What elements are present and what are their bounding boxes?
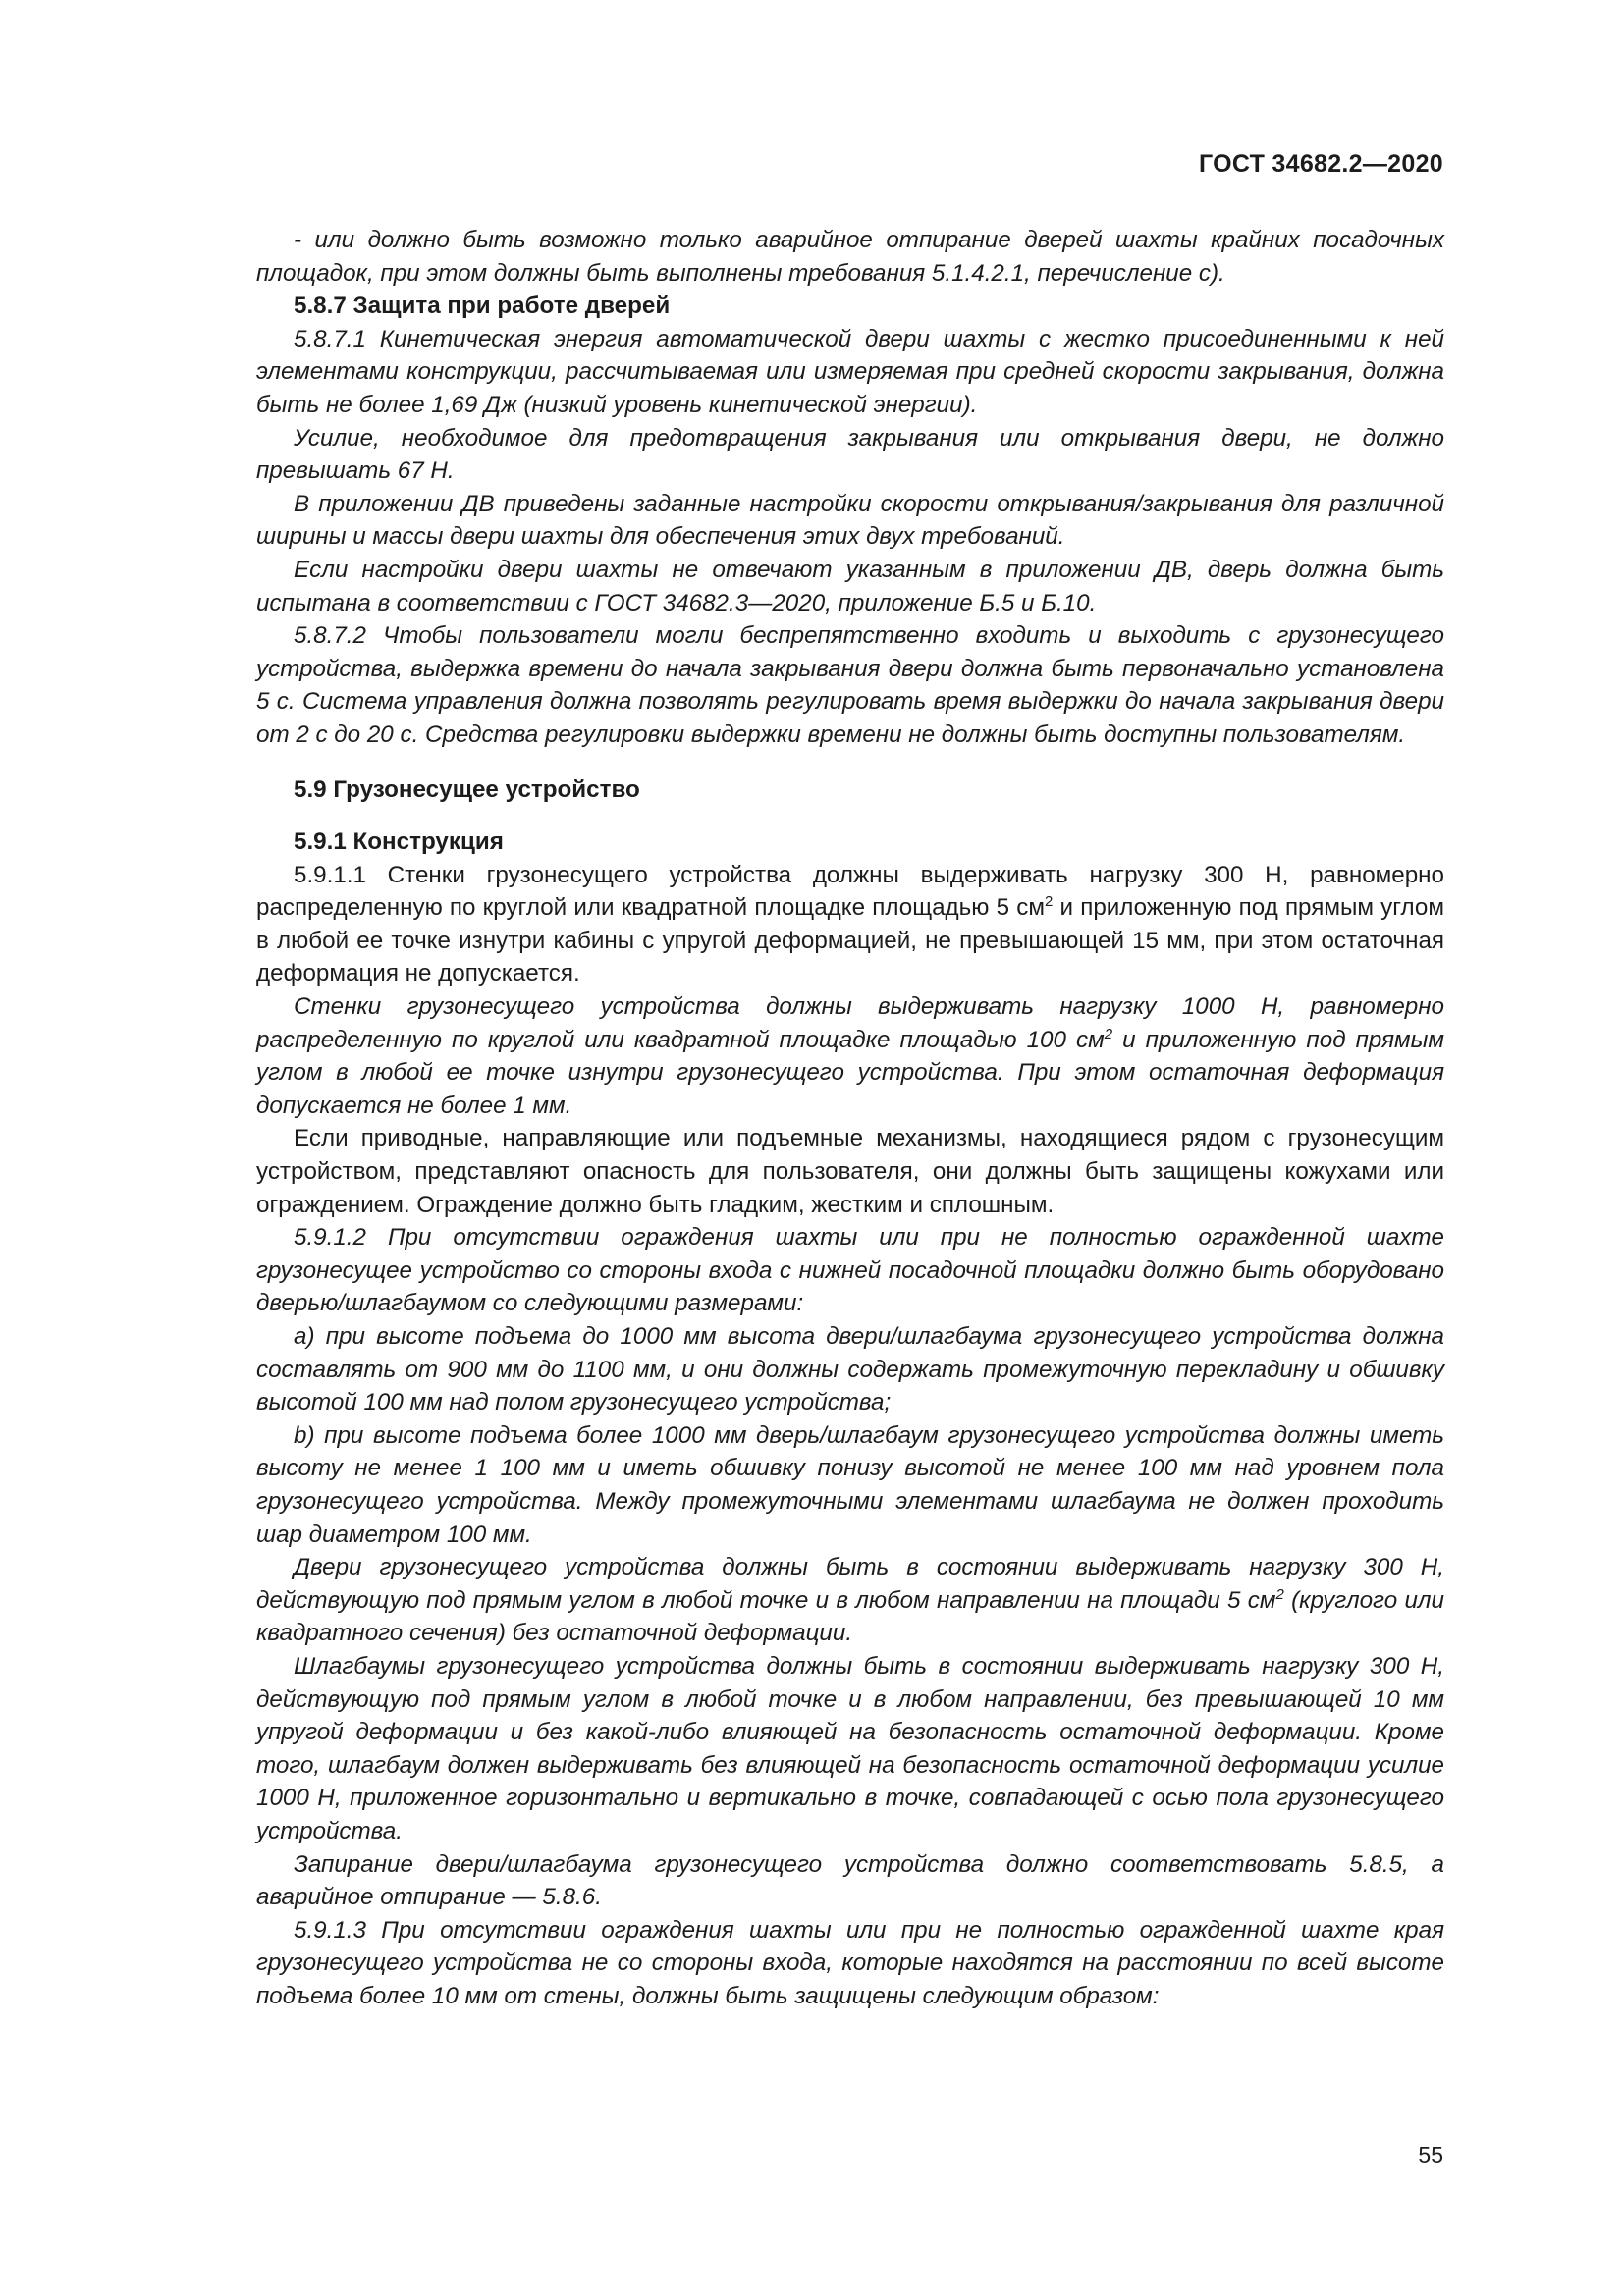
paragraph-locking: Запирание двери/шлагбаума грузонесущего устройства должно соответствовать 5.8.5, а аварийное отпирание — 5.8.6.	[256, 1850, 1444, 1911]
heading-5-9-1: 5.9.1 Конструкция	[294, 828, 504, 856]
text-segment: (круглого или квадратного сечения) без остаточной деформации.	[256, 1586, 1444, 1647]
superscript: 2	[1044, 893, 1054, 911]
list-item-a: a) при высоте подъема до 1000 мм высота двери/шлагбаума грузонесущего устройства должна составлять от 900 мм до 1100 мм, и они должны содержать промежуточную перекладину и обшивку высотой 100 мм над полом грузонесущего устройства;	[256, 1323, 1444, 1416]
paragraph-barriers-load: Шлагбаумы грузонесущего устройства должны быть в состоянии выдерживать нагрузку 300 Н, действующую под прямым углом в любой точке и в любом направлении, без превышающей 10 мм упругой деформации и без какой-либо влияющей на безопасность остаточной деформации. Кроме того, шлагбаум должен выдерживать без влияющей на безопасность остаточной деформации усилие 1000 Н, приложенное горизонтально и вертикально в точке, совпадающей с осью пола грузонесущего устройства.	[256, 1652, 1444, 1844]
paragraph-walls-load	[256, 990, 1444, 1122]
text-segment: 5.9.1.1 Стенки грузонесущего устройства должны выдерживать нагрузку 300 Н, равномерно распределенную по круглой или квадратной площадке площадью 5 см	[256, 861, 1444, 922]
list-item-b: b) при высоте подъема более 1000 мм дверь/шлагбаум грузонесущего устройства должны иметь высоту не менее 1 100 мм и иметь обшивку понизу высотой не менее 100 мм над уровнем пола грузонесущего устройства. Между промежуточными элементами шлагбаума не должен проходить шар диаметром 100 мм.	[256, 1421, 1444, 1548]
document-body	[256, 224, 1444, 2012]
text-segment: и приложенную под прямым углом в любой ее точке изнутри грузонесущего устройства. При этом остаточная деформация допускается не более 1 мм.	[256, 1026, 1444, 1119]
page-number: 55	[1418, 2142, 1443, 2167]
heading-5-9: 5.9 Грузонесущее устройство	[294, 775, 640, 803]
paragraph-5-9-1-3: 5.9.1.3 При отсутствии ограждения шахты или при не полностью огражденной шахте края грузонесущего устройства не со стороны входа, которые находятся на расстоянии по всей высоте подъема более 10 мм от стены, должны быть защищены следующим образом:	[256, 1916, 1444, 2009]
text-segment: Стенки грузонесущего устройства должны выдерживать нагрузку 1000 Н, равномерно распределенную по круглой или квадратной площадке площадью 100 см	[256, 993, 1444, 1053]
paragraph-5-9-1-1	[256, 859, 1444, 990]
paragraph-emergency-unlock: - или должно быть возможно только аварийное отпирание дверей шахты крайних посадочных площадок, при этом должны быть выполнены требования 5.1.4.2.1, перечисление с).	[256, 227, 1444, 287]
heading-5-8-7: 5.8.7 Защита при работе дверей	[294, 293, 671, 320]
paragraph-5-8-7-2: 5.8.7.2 Чтобы пользователи могли беспрепятственно входить и выходить с грузонесущего устройства, выдержка времени до начала закрывания двери должна быть первоначально установлена 5 с. Система управления должна позволять регулировать время выдержки до начала закрывания двери от 2 с до 20 с. Средства регулировки выдержки времени не должны быть доступны пользователям.	[256, 622, 1444, 748]
paragraph-force-limit: Усилие, необходимое для предотвращения закрывания или открывания двери, не должно превышать 67 Н.	[256, 424, 1444, 485]
superscript: 2	[1104, 1025, 1113, 1042]
document-code: ГОСТ 34682.2—2020	[1198, 150, 1443, 178]
paragraph-door-testing: Если настройки двери шахты не отвечают указанным в приложении ДВ, дверь должна быть испытана в соответствии с ГОСТ 34682.3—2020, приложение Б.5 и Б.10.	[256, 556, 1444, 616]
text-segment: и приложенную под прямым углом в любой ее точке изнутри кабины с упругой деформацией, не превышающей 15 мм, при этом остаточная деформация не допускается.	[256, 894, 1445, 988]
paragraph-5-9-1-2: 5.9.1.2 При отсутствии ограждения шахты или при не полностью огражденной шахте грузонесущее устройство со стороны входа с нижней посадочной площадки должно быть оборудовано дверью/шлагбаумом со следующими размерами:	[256, 1224, 1444, 1317]
text-segment: Двери грузонесущего устройства должны быть в состоянии выдерживать нагрузку 300 Н, действующую под прямым углом в любой точке и в любом направлении на площади 5 см	[256, 1554, 1444, 1614]
paragraph-drives-guarding: Если приводные, направляющие или подъемные механизмы, находящиеся рядом с грузонесущим устройством, представляют опасность для пользователя, они должны быть защищены кожухами или ограждением. Ограждение должно быть гладким, жестким и сплошным.	[256, 1125, 1444, 1218]
paragraph-5-8-7-1: 5.8.7.1 Кинетическая энергия автоматической двери шахты с жестко присоединенными к ней элементами конструкции, рассчитываемая или измеряемая при средней скорости закрывания, должна быть не более 1,69 Дж (низкий уровень кинетической энергии).	[256, 325, 1444, 418]
paragraph-doors-load	[256, 1551, 1444, 1650]
superscript: 2	[1275, 1585, 1284, 1603]
paragraph-annex-dv: В приложении ДВ приведены заданные настройки скорости открывания/закрывания для различной ширины и массы двери шахты для обеспечения этих двух требований.	[256, 490, 1444, 551]
